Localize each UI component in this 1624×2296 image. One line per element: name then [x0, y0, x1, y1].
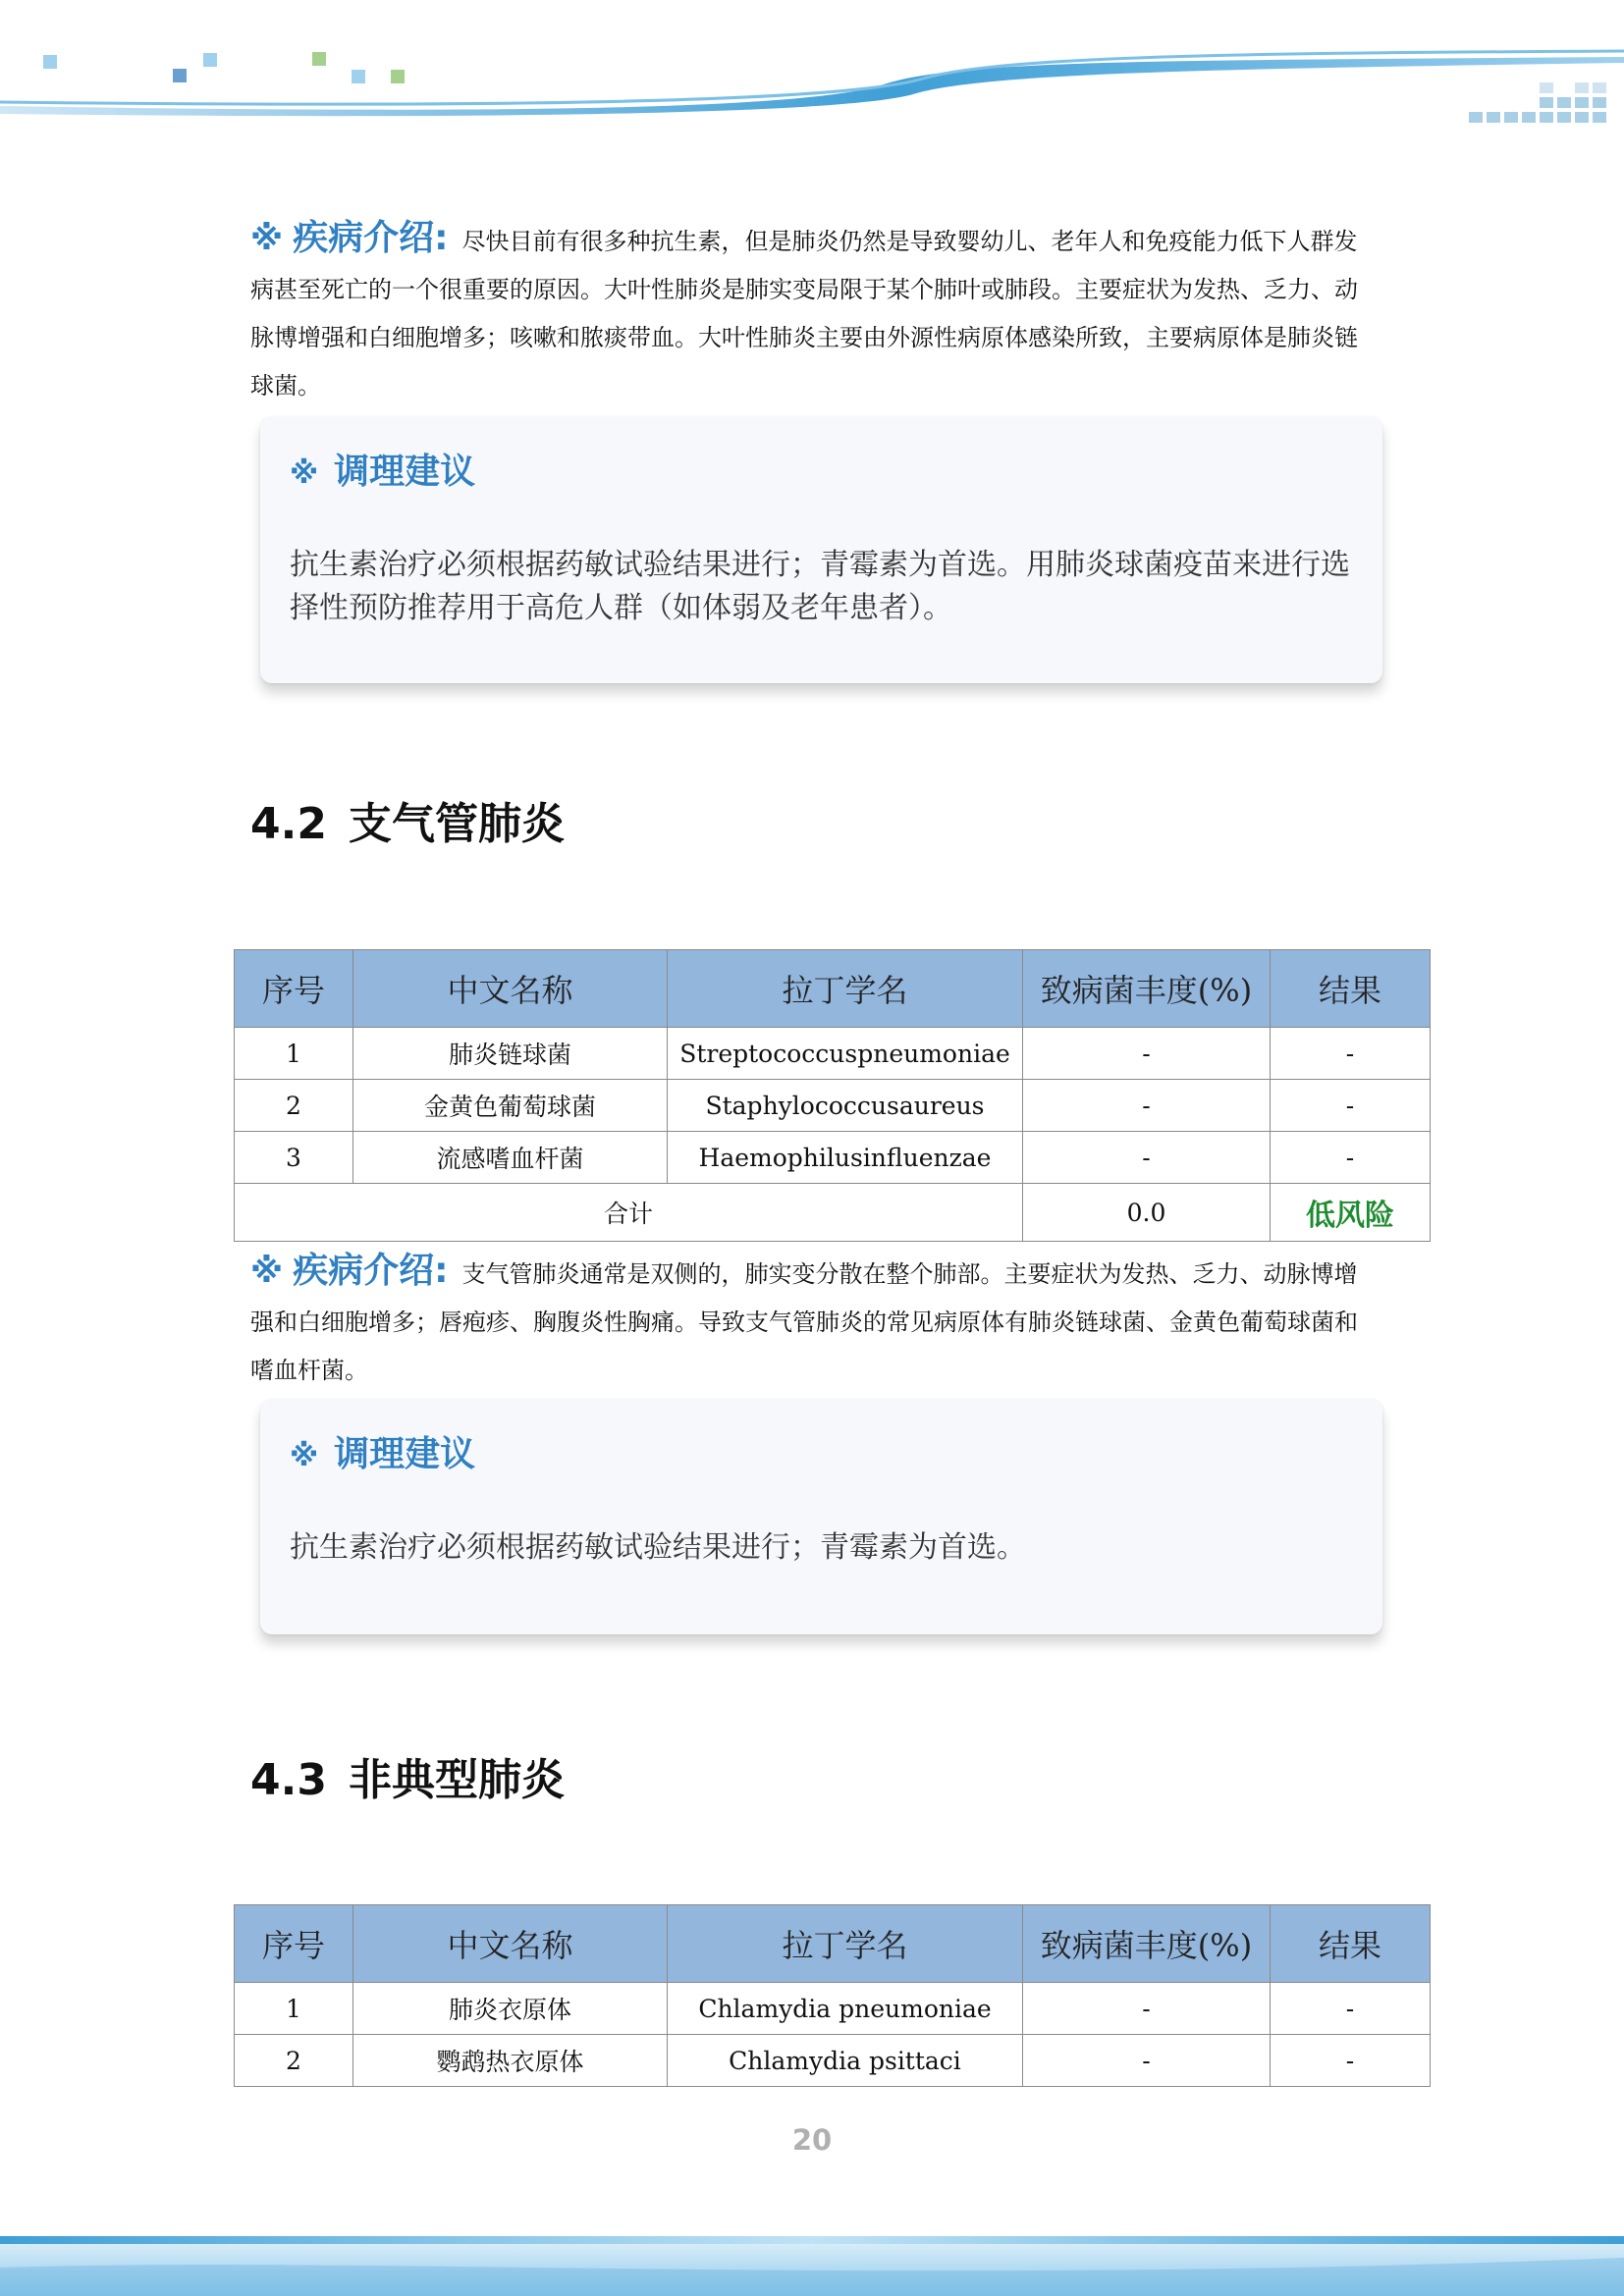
advice-text: 抗生素治疗必须根据药敏试验结果进行；青霉素为首选。用肺炎球菌疫苗来进行选择性预防推荐用于高危人群（如体弱及老年患者）。 [290, 548, 1350, 625]
column-header-latin-name: 拉丁学名 [668, 1905, 1023, 1983]
section-title-bronchial [250, 788, 565, 851]
cell-abundance: - [1023, 1080, 1271, 1132]
advice-title [290, 444, 475, 494]
cell-index: 3 [235, 1132, 353, 1184]
table-row [235, 2035, 1431, 2087]
cell-latin-name: Streptococcuspneumoniae [668, 1028, 1023, 1080]
column-header-abundance: 致病菌丰度(%) [1023, 1905, 1271, 1983]
cell-latin-name: Chlamydia pneumoniae [668, 1983, 1023, 2035]
cell-result: - [1271, 1028, 1431, 1080]
cell-index: 2 [235, 2035, 353, 2087]
cell-index: 2 [235, 1080, 353, 1132]
header-wave-decoration [0, 0, 1624, 137]
bronchial-pathogen-table [234, 949, 1431, 1242]
cell-latin-name: Haemophilusinfluenzae [668, 1132, 1023, 1184]
lobar-advice-card [260, 416, 1382, 683]
cell-chinese-name: 肺炎衣原体 [353, 1983, 668, 2035]
cell-result: - [1271, 1080, 1431, 1132]
column-header-chinese-name: 中文名称 [353, 1905, 668, 1983]
table-row [235, 1028, 1431, 1080]
column-header-abundance: 致病菌丰度(%) [1023, 950, 1271, 1028]
table-total-row [235, 1184, 1431, 1242]
footer-wave-decoration [0, 2228, 1624, 2296]
cell-result: - [1271, 2035, 1431, 2087]
lobar-intro-paragraph [250, 214, 1380, 410]
table-row [235, 1132, 1431, 1184]
section-title-atypical [250, 1744, 565, 1807]
table-header-row [235, 950, 1431, 1028]
cell-chinese-name: 金黄色葡萄球菌 [353, 1080, 668, 1132]
cell-latin-name: Staphylococcusaureus [668, 1080, 1023, 1132]
reference-mark-icon: ※ [290, 1439, 319, 1473]
reference-mark-icon: ※ [250, 219, 284, 258]
bronchial-intro-paragraph [250, 1247, 1380, 1395]
column-header-chinese-name: 中文名称 [353, 950, 668, 1028]
cell-chinese-name: 流感嗜血杆菌 [353, 1132, 668, 1184]
reference-mark-icon: ※ [290, 456, 319, 491]
total-label: 合计 [235, 1184, 1023, 1242]
reference-mark-icon: ※ [250, 1252, 284, 1291]
advice-label: 调理建议 [334, 452, 476, 492]
table-header-row [235, 1905, 1431, 1983]
advice-title [290, 1426, 475, 1476]
column-header-result: 结果 [1271, 1905, 1431, 1983]
cell-index: 1 [235, 1028, 353, 1080]
cell-latin-name: Chlamydia psittaci [668, 2035, 1023, 2087]
intro-label: 疾病介绍: [293, 218, 449, 258]
cell-abundance: - [1023, 1983, 1271, 2035]
section-number: 4.2 [250, 799, 327, 849]
section-number: 4.3 [250, 1755, 327, 1805]
intro-text: 尽快目前有很多种抗生素，但是肺炎仍然是导致婴幼儿、老年人和免疫能力低下人群发病甚至死亡的一个很重要的原因。大叶性肺炎是肺实变局限于某个肺叶或肺段。主要症状为发热、乏力、动脉博增强和白细胞增多；咳嗽和脓痰带血。大叶性肺炎主要由外源性病原体感染所致，主要病原体是肺炎链球菌。 [250, 228, 1358, 400]
advice-text: 抗生素治疗必须根据药敏试验结果进行；青霉素为首选。 [290, 1530, 1026, 1565]
cell-abundance: - [1023, 2035, 1271, 2087]
section-name: 支气管肺炎 [348, 799, 565, 849]
column-header-index: 序号 [235, 950, 353, 1028]
cell-result: - [1271, 1132, 1431, 1184]
advice-label: 调理建议 [334, 1434, 476, 1474]
risk-level-badge: 低风险 [1271, 1184, 1431, 1242]
cell-abundance: - [1023, 1028, 1271, 1080]
intro-text: 支气管肺炎通常是双侧的，肺实变分散在整个肺部。主要症状为发热、乏力、动脉博增强和白细胞增多；唇疱疹、胸腹炎性胸痛。导致支气管肺炎的常见病原体有肺炎链球菌、金黄色葡萄球菌和嗜血杆菌。 [250, 1260, 1358, 1384]
column-header-index: 序号 [235, 1905, 353, 1983]
cell-index: 1 [235, 1983, 353, 2035]
atypical-pathogen-table [234, 1904, 1431, 2087]
page-number: 20 [791, 2123, 833, 2157]
column-header-latin-name: 拉丁学名 [668, 950, 1023, 1028]
table-row [235, 1080, 1431, 1132]
table-row [235, 1983, 1431, 2035]
cell-chinese-name: 肺炎链球菌 [353, 1028, 668, 1080]
intro-label: 疾病介绍: [293, 1251, 449, 1291]
bronchial-advice-card [260, 1399, 1382, 1634]
section-name: 非典型肺炎 [348, 1755, 565, 1805]
total-value: 0.0 [1023, 1184, 1271, 1242]
cell-abundance: - [1023, 1132, 1271, 1184]
cell-chinese-name: 鹦鹉热衣原体 [353, 2035, 668, 2087]
cell-result: - [1271, 1983, 1431, 2035]
column-header-result: 结果 [1271, 950, 1431, 1028]
